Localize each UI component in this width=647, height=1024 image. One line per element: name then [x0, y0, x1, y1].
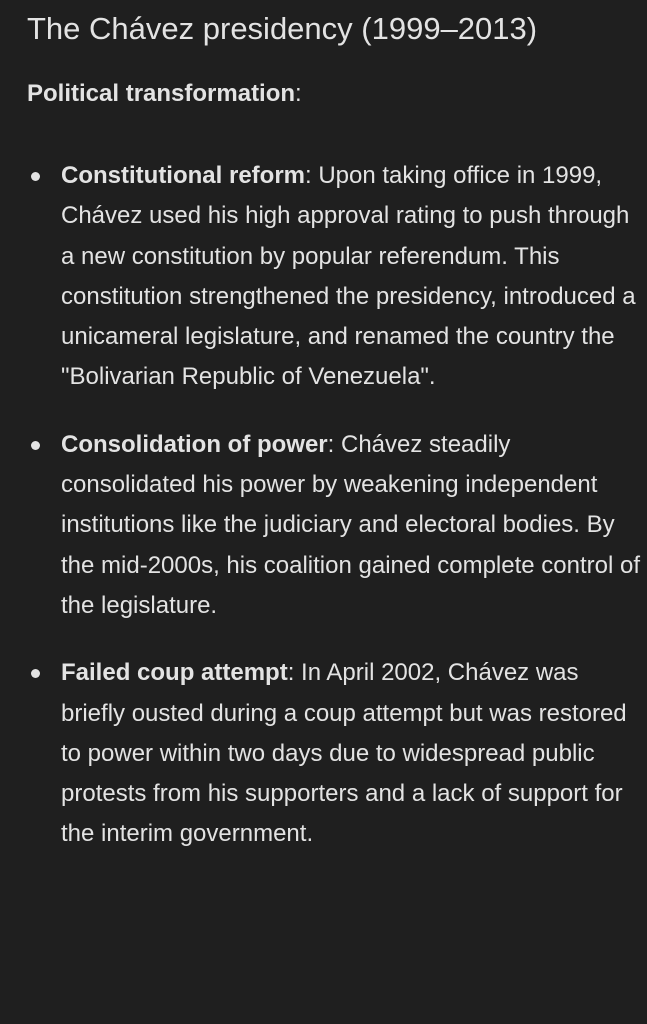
bullet-icon — [31, 669, 40, 678]
list-item — [27, 156, 641, 398]
list-item — [27, 425, 641, 626]
item-text: : Upon taking office in 1999, Chávez used his high approval rating to push through a new constitution by popular referendum. This constitution strengthened the presidency, introduced a unicameral legislature, and renamed the country the "Bolivarian Republic of Venezuela". — [61, 162, 636, 391]
page-title: The Chávez presidency (1999–2013) — [27, 11, 538, 46]
item-term: Failed coup attempt — [61, 659, 288, 687]
item-text: : Chávez steadily consolidated his power by weakening independent institutions like the judiciary and electoral bodies. By the mid-2000s, his coalition gained complete control of the legislature. — [61, 430, 640, 619]
item-text: : In April 2002, Chávez was briefly ousted during a coup attempt but was restored to power within two days due to widespread public protests from his supporters and a lack of support for the interim government. — [61, 659, 627, 848]
bullet-icon — [31, 172, 40, 181]
bullet-icon — [31, 441, 40, 450]
item-term: Constitutional reform — [61, 162, 305, 189]
bullet-list — [27, 156, 647, 855]
section-heading-colon: : — [295, 80, 302, 107]
list-item — [27, 653, 641, 854]
section-heading — [27, 79, 647, 109]
section-heading-label: Political transformation — [27, 80, 296, 107]
item-term: Consolidation of power — [61, 430, 328, 458]
